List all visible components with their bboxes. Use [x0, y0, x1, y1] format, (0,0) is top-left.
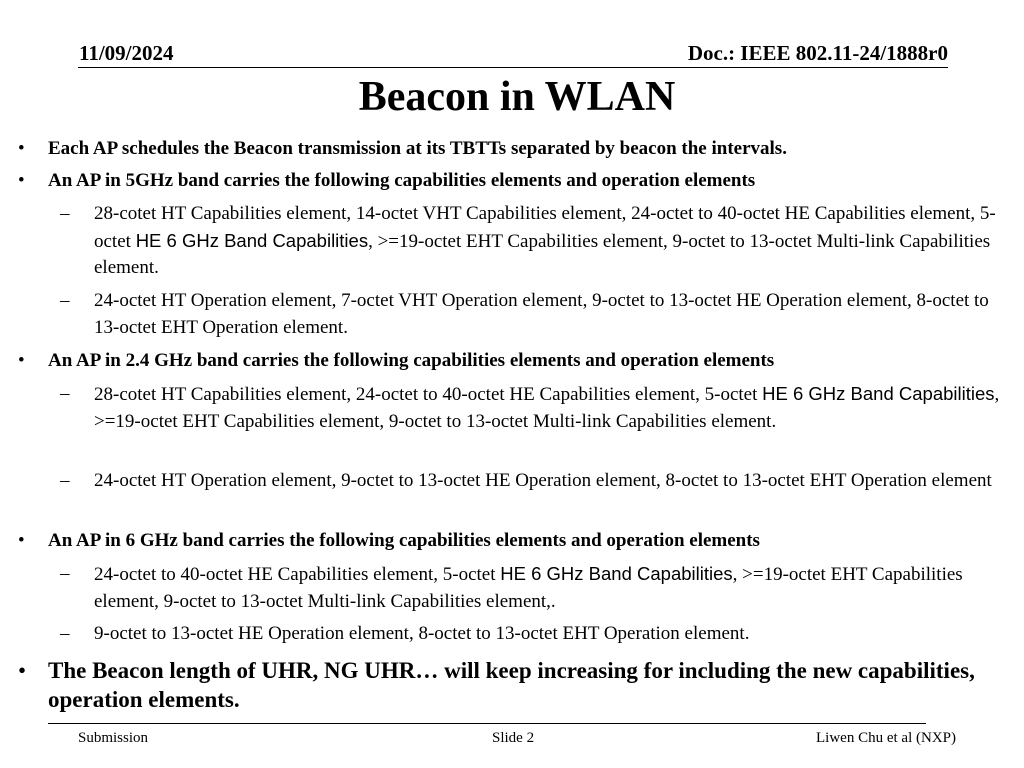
he6-band-capabilities-term: HE 6 GHz Band Capabilities [135, 229, 369, 251]
bullet-marker: • [18, 170, 25, 191]
footer-author: Liwen Chu et al (NXP) [816, 730, 956, 746]
sub-item-5ghz-capabilities [60, 201, 1014, 282]
sub-text: 28-cotet HT Capabilities element, 14-octet VHT Capabilities element, 24-octet to 40-octet HE Capabilities element, 5-octet [94, 203, 996, 252]
sub-text: 28-cotet HT Capabilities element, 24-octet to 40-octet HE Capabilities element, 5-octet [94, 384, 763, 405]
sub-item-6ghz-operation [60, 621, 1014, 648]
sub-item-24ghz-capabilities [60, 381, 1014, 435]
sub-text-continued: , >=19-octet EHT Capabilities element, 9-octet to 13-octet Multi-link Capabilities element,. [94, 564, 963, 612]
dash-marker: – [60, 623, 70, 644]
bullet-marker: • [18, 138, 25, 159]
header-date: 11/09/2024 [79, 41, 174, 65]
dash-marker: – [60, 383, 70, 404]
bullet-item-5 [18, 656, 988, 714]
dash-marker: – [60, 203, 70, 224]
sub-text-continued: , >=19-octet EHT Capabilities element, 9-octet to 13-octet Multi-link Capabilities element. [94, 230, 991, 278]
he6-band-capabilities-term: HE 6 GHz Band Capabilities [762, 383, 995, 404]
slide-title: Beacon in WLAN [358, 74, 676, 120]
bullet-text: The Beacon length of UHR, NG UHR… will keep increasing for including the new capabilities, operation elements. [48, 658, 975, 712]
bullet-text: An AP in 5GHz band carries the following capabilities elements and operation elements [48, 170, 756, 191]
bullet-text: An AP in 6 GHz band carries the following capabilities elements and operation elements [48, 530, 760, 551]
sub-text: 24-octet to 40-octet HE Capabilities element, 5-octet [94, 564, 501, 585]
sub-item-24ghz-operation [60, 468, 1014, 495]
footer-divider [48, 723, 926, 724]
dash-marker: – [60, 563, 70, 584]
sub-item-5ghz-operation [60, 288, 1014, 341]
bullet-item-1 [18, 135, 988, 163]
footer-slide-number: Slide 2 [492, 730, 535, 746]
sub-text: 24-octet HT Operation element, 7-octet VHT Operation element, 9-octet to 13-octet HE Operation element, 8-octet to 13-octet EHT Operation element. [94, 290, 989, 338]
sub-text: 9-octet to 13-octet HE Operation element, 8-octet to 13-octet EHT Operation element. [94, 623, 750, 644]
footer-submission: Submission [78, 730, 149, 746]
bullet-text: Each AP schedules the Beacon transmission at its TBTTs separated by beacon the intervals. [48, 138, 787, 159]
sub-text: 24-octet HT Operation element, 9-octet to 13-octet HE Operation element, 8-octet to 13-octet EHT Operation element [94, 470, 992, 491]
bullet-marker: • [18, 350, 25, 371]
bullet-marker: • [18, 530, 25, 551]
header-divider [78, 67, 948, 68]
sub-text-continued: , >=19-octet EHT Capabilities element, 9-octet to 13-octet Multi-link Capabilities element. [94, 384, 1000, 432]
bullet-item-2 [18, 167, 988, 195]
sub-item-6ghz-capabilities [60, 561, 1014, 615]
header-document-id: Doc.: IEEE 802.11-24/1888r0 [687, 41, 948, 65]
bullet-item-4 [18, 527, 988, 555]
dash-marker: – [60, 470, 70, 491]
he6-band-capabilities-term: HE 6 GHz Band Capabilities [500, 563, 733, 584]
bullet-text: An AP in 2.4 GHz band carries the following capabilities elements and operation elements [48, 350, 775, 371]
bullet-item-3 [18, 347, 988, 375]
dash-marker: – [60, 290, 70, 311]
bullet-marker: • [18, 658, 27, 683]
